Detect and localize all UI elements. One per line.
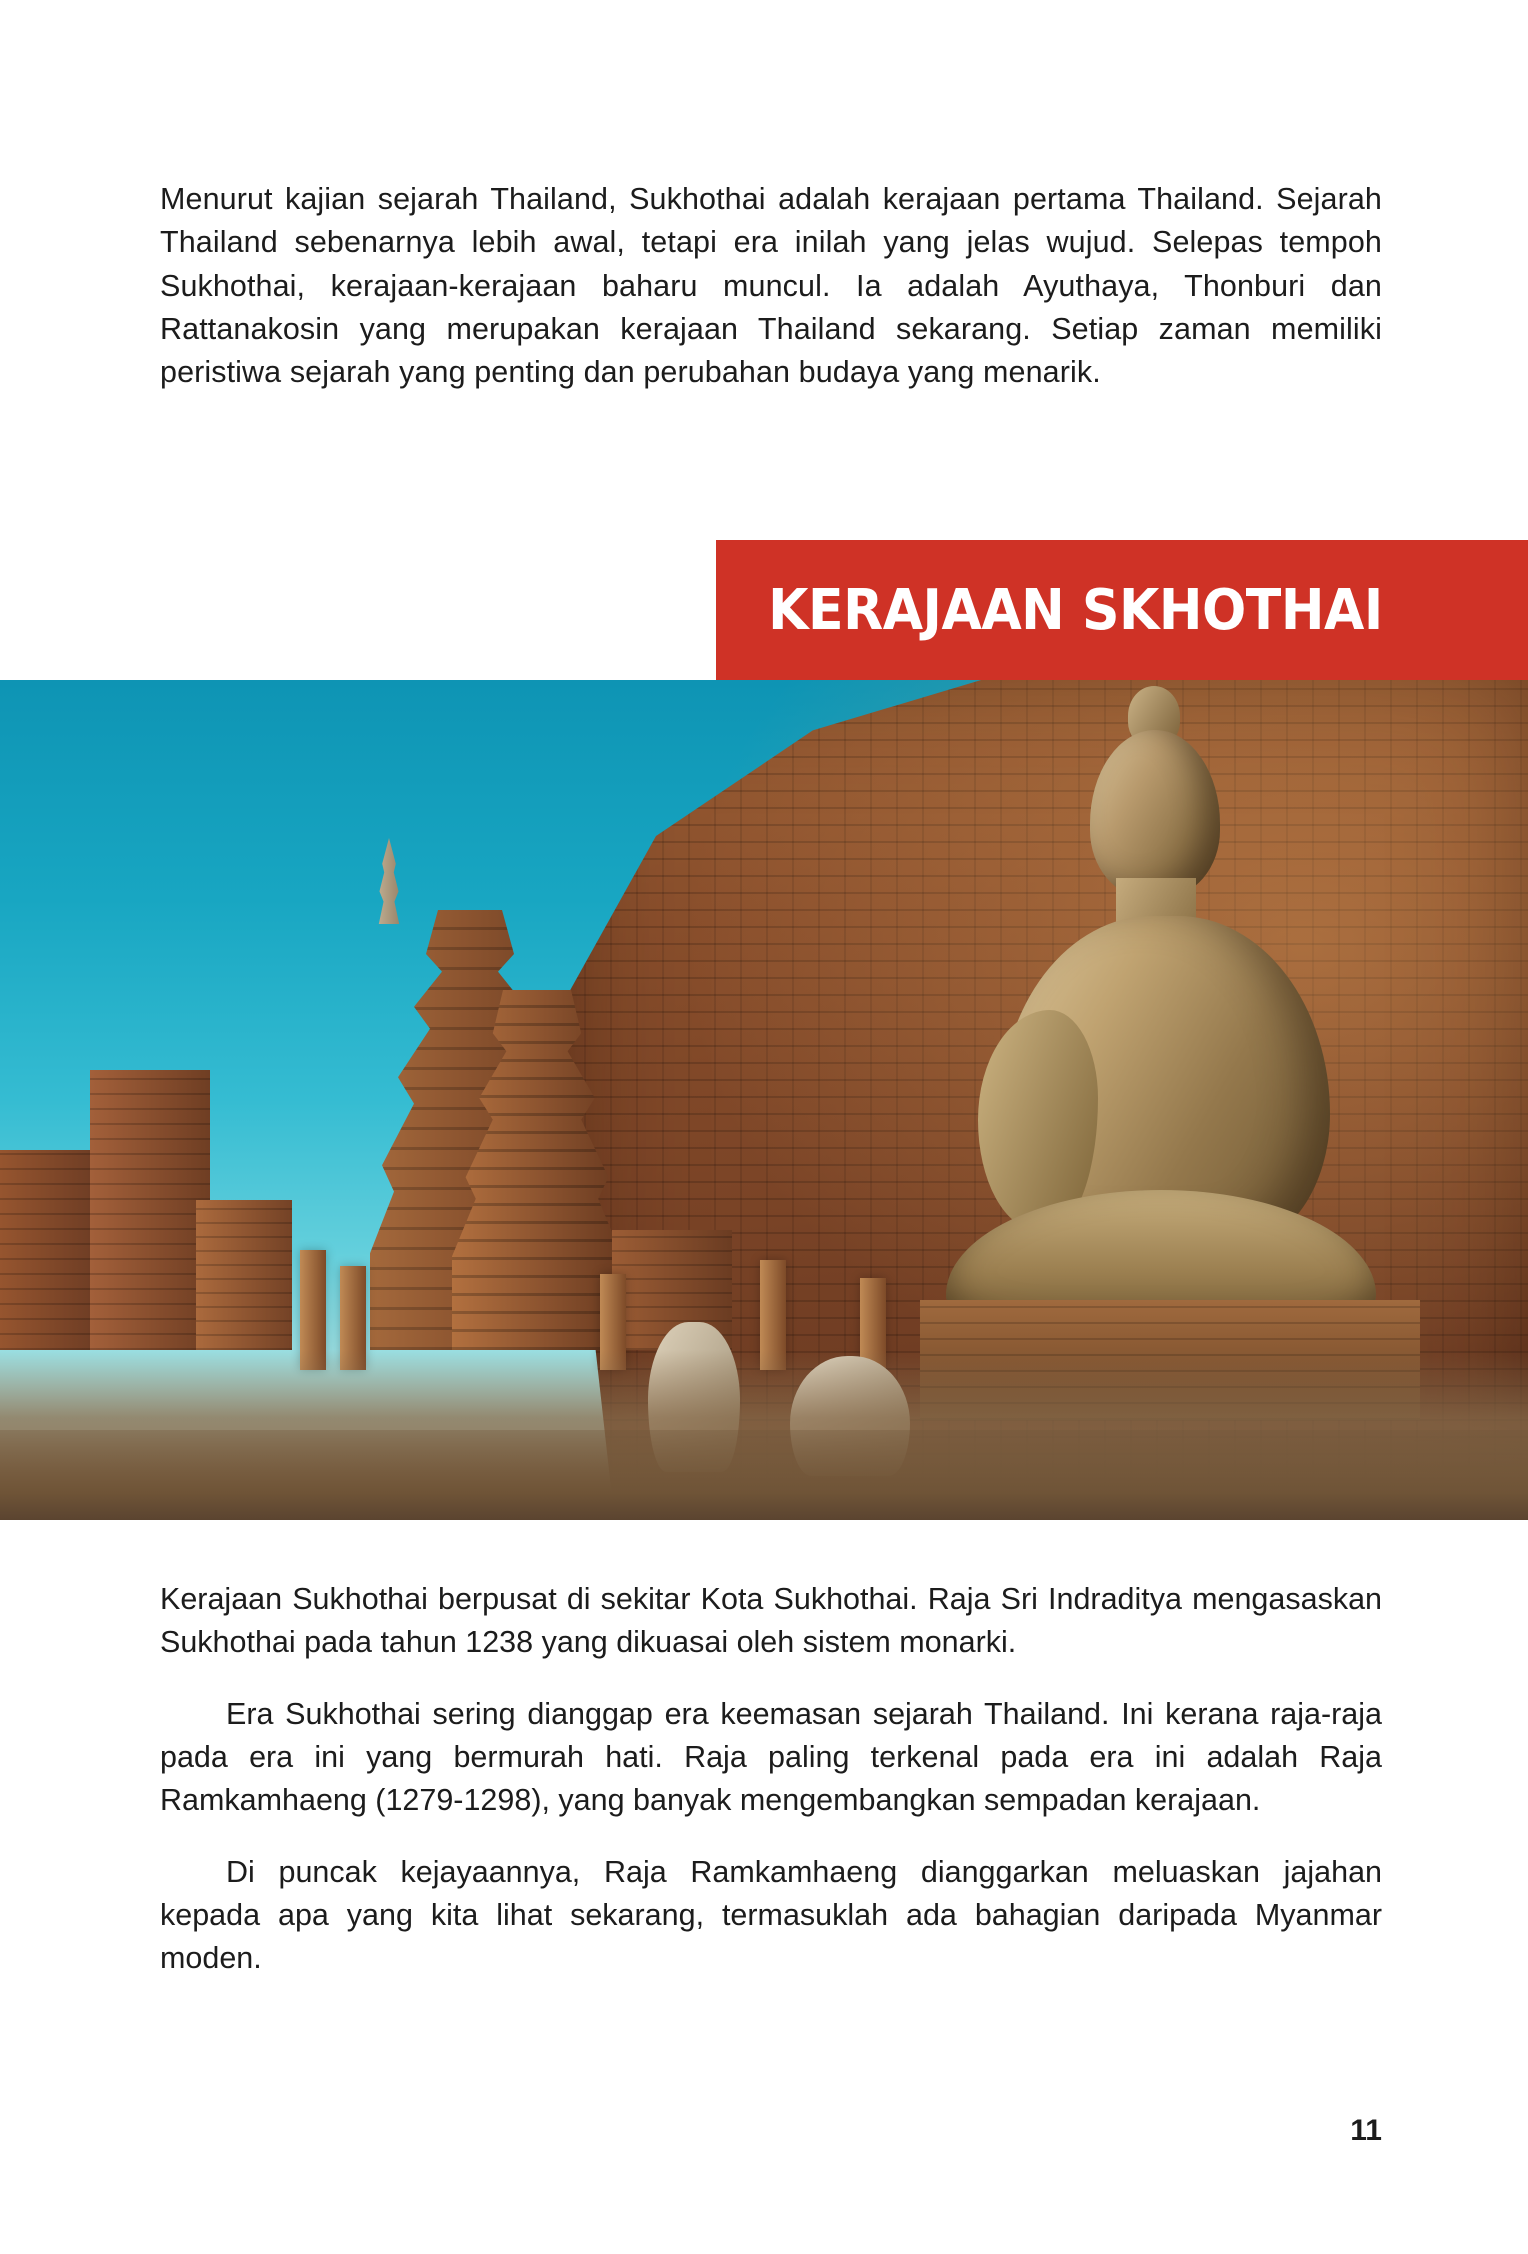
intro-paragraph: Menurut kajian sejarah Thailand, Sukhothai adalah kerajaan pertama Thailand. Sejarah Thailand sebenarnya lebih awal, tetapi era inilah yang jelas wujud. Selepas tempoh Sukhothai, kerajaan-kerajaan baharu muncul. Ia adalah Ayuthaya, Thonburi dan Rattanakosin yang merupakan kerajaan Thailand sekarang. Setiap zaman memiliki peristiwa sejarah yang penting dan perubahan budaya yang menarik.: [160, 182, 1382, 390]
photo-ruin-block-mid: [196, 1200, 292, 1350]
figure-banner-label: KERAJAAN SKHOTHAI: [768, 577, 1383, 643]
buddha-head: [1090, 730, 1220, 898]
figure-photo: [0, 680, 1528, 1520]
paragraph-2: Era Sukhothai sering dianggap era keemasan sejarah Thailand. Ini kerana raja-raja pada era ini yang bermurah hati. Raja paling terkenal pada era ini adalah Raja Ramkamhaeng (1279-1298), yang banyak mengembangkan sempadan kerajaan.: [160, 1697, 1382, 1817]
paragraph-1: Kerajaan Sukhothai berpusat di sekitar Kota Sukhothai. Raja Sri Indraditya mengasaskan Sukhothai pada tahun 1238 yang dikuasai oleh sistem monarki.: [160, 1582, 1382, 1659]
page-number: 11: [1350, 2114, 1382, 2147]
photo-ruin-block-left: [90, 1070, 210, 1350]
body-text-block: [160, 1578, 1382, 2010]
paragraph-3: Di puncak kejayaannya, Raja Ramkamhaeng dianggarkan meluaskan jajahan kepada apa yang kita lihat sekarang, termasuklah ada bahagian daripada Myanmar moden.: [160, 1855, 1382, 1975]
figure-sukhothai: [0, 540, 1528, 1520]
figure-banner: [716, 540, 1528, 680]
photo-foreground-rubble: [0, 1430, 1528, 1520]
photo-buddha-statue: [960, 720, 1390, 1460]
